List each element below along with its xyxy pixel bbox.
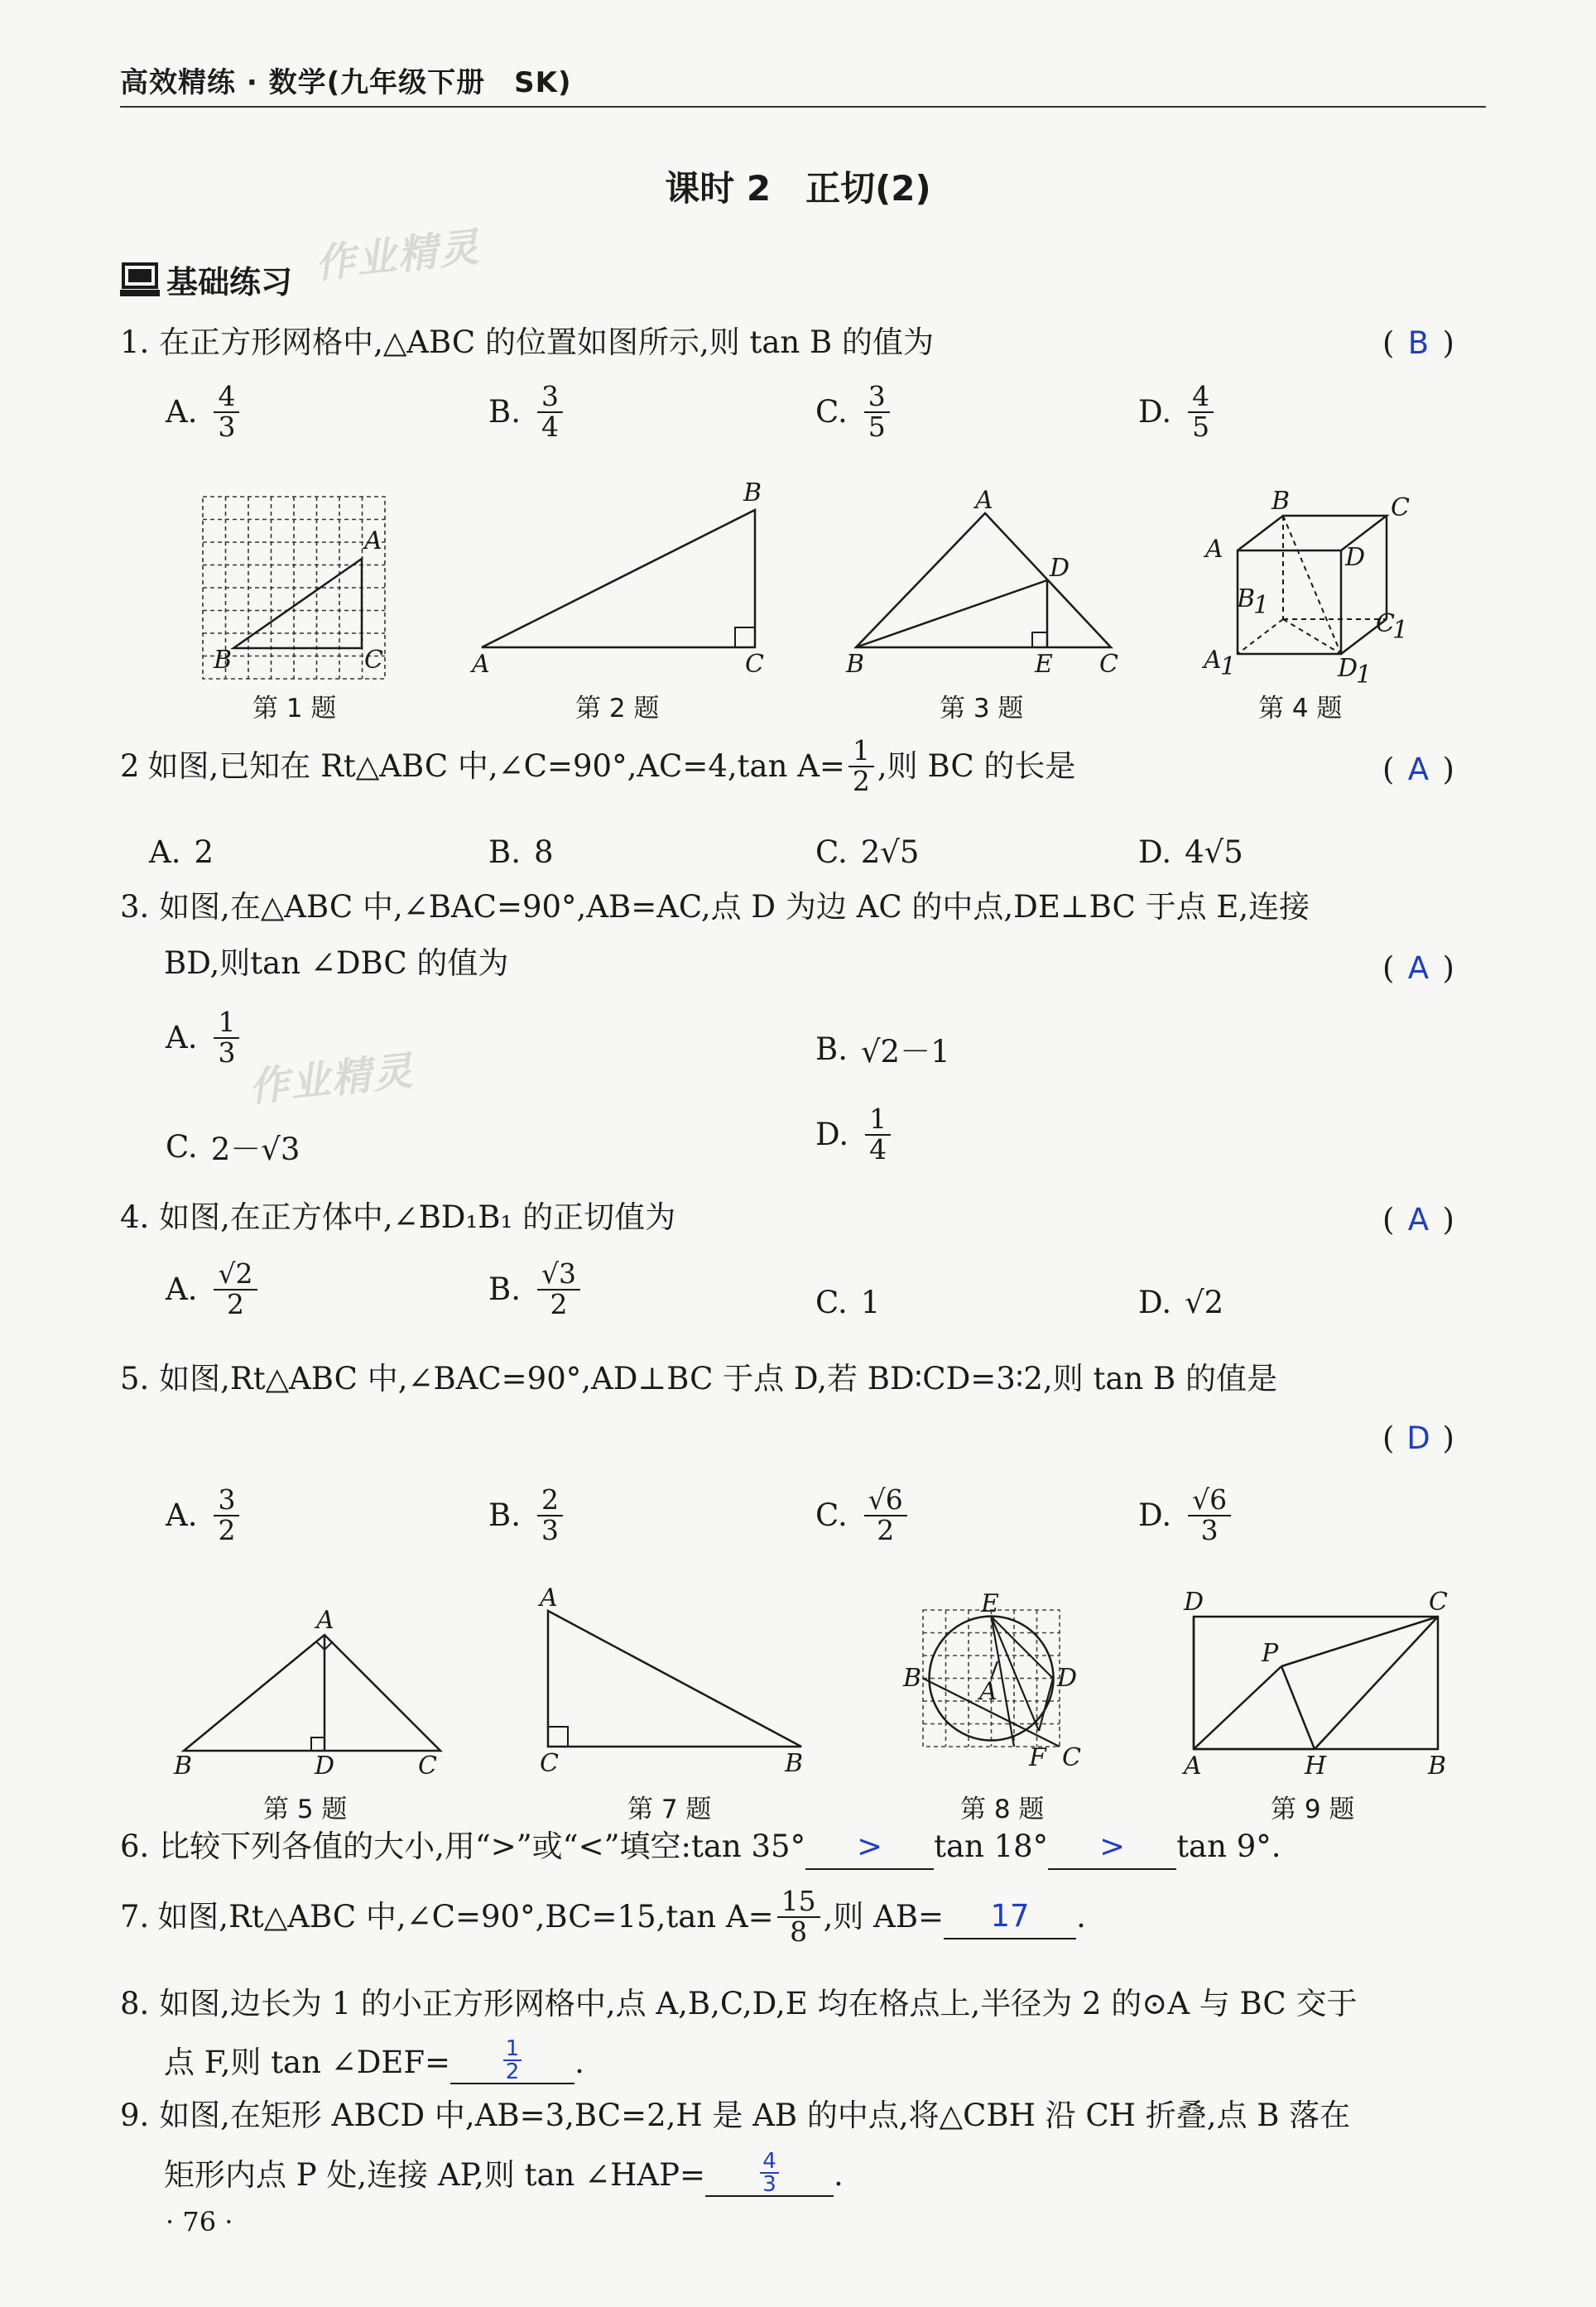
option-a: A. $\frac{4}{3}$ [166, 382, 243, 441]
answer-1: ( B ) [1382, 325, 1454, 361]
question-number: 5. [120, 1361, 150, 1396]
question-number: 7. [120, 1898, 150, 1935]
label-c: C [1429, 1588, 1448, 1617]
fraction: $\frac{3}{5}$ [864, 382, 890, 441]
fraction: $\frac{4}{3}$ [214, 382, 239, 441]
computer-icon [120, 262, 161, 298]
page-number: · 76 · [166, 2206, 233, 2237]
answer-value: A [1407, 950, 1430, 986]
option-c: C. $\frac{√6}{2}$ [815, 1486, 911, 1545]
question-text: 在正方形网格中,△ABC 的位置如图所示,则 tan B 的值为 [159, 324, 934, 360]
question-number: 1. [120, 324, 150, 360]
figure-5-caption: 第 5 题 [263, 1795, 348, 1824]
question-number: 9. [120, 2098, 150, 2133]
label-a: A [1205, 535, 1223, 564]
option-c: C. 2－√3 [166, 1128, 300, 1167]
figure-3-caption: 第 3 题 [940, 694, 1024, 723]
question-text: 如图,已知在 Rt△ABC 中,∠C=90°,AC=4,tan A= [147, 747, 845, 784]
option-c: C. $\frac{3}{5}$ [815, 382, 893, 441]
label-b: B [903, 1664, 922, 1693]
label-p: P [1262, 1639, 1279, 1668]
figure-8-caption: 第 8 题 [960, 1795, 1045, 1824]
label-c: C [540, 1749, 559, 1777]
option-a: A. $\frac{1}{3}$ [166, 1008, 243, 1067]
question-text: ,则 BC 的长是 [877, 747, 1076, 784]
label-c: C [364, 646, 383, 675]
question-number: 8. [120, 1986, 150, 2021]
question-8 [120, 1983, 1358, 2026]
fraction: $\frac{√6}{2}$ [864, 1486, 907, 1545]
question-3-line-2: BD,则tan ∠DBC 的值为 [164, 945, 509, 981]
question-number: 2 [120, 747, 140, 784]
answer-2: ( A ) [1382, 752, 1454, 787]
question-number: 3. [120, 889, 150, 925]
question-8-line-2: 点 F,则 tan ∠DEF= $\frac{1}{2}$ . [164, 2036, 584, 2084]
option-d: D. $\frac{√6}{3}$ [1138, 1486, 1234, 1545]
option-d: D. √2 [1138, 1285, 1224, 1320]
figure-7-caption: 第 7 题 [627, 1795, 712, 1824]
label-b: B [214, 646, 233, 675]
question-text: 矩形内点 P 处,连接 AP,则 tan ∠HAP= [164, 2157, 705, 2194]
watermark: 作业精灵 [247, 1047, 416, 1112]
svg-text:1: 1 [1392, 616, 1409, 645]
label-f: F [1029, 1743, 1046, 1772]
label-a: A [472, 650, 490, 679]
answer-4: ( A ) [1382, 1202, 1454, 1238]
question-text: 如图,在正方体中,∠BD₁B₁ 的正切值为 [159, 1199, 676, 1235]
answer-value: D [1406, 1420, 1430, 1456]
figure-1 [190, 484, 397, 687]
answer-value: B [1407, 325, 1430, 361]
question-6 [120, 1825, 1281, 1870]
label-d: D [1057, 1664, 1078, 1693]
question-7: 7. 如图,Rt△ABC 中,∠C=90°,BC=15,tan A= $\frac{15}{8}$ ,则 AB= 17 . [120, 1885, 1086, 1948]
answer-5: ( D ) [1382, 1420, 1454, 1456]
label-c1: C [1376, 609, 1395, 638]
figure-7 [530, 1583, 820, 1777]
option-b: B. $\frac{3}{4}$ [488, 382, 566, 441]
option-b: B. 8 [488, 834, 554, 870]
option-b: B. $\frac{√3}{2}$ [488, 1260, 584, 1319]
figure-8 [898, 1593, 1089, 1784]
question-9-line-2: 矩形内点 P 处,连接 AP,则 tan ∠HAP= $\frac{4}{3}$ . [164, 2149, 844, 2197]
label-d: D [1050, 554, 1070, 583]
question-text: 如图,Rt△ABC 中,∠BAC=90°,AD⊥BC 于点 D,若 BD∶CD=3∶2,则 tan B 的值是 [159, 1361, 1277, 1396]
fraction: $\frac{3}{4}$ [537, 382, 563, 441]
section-heading [120, 257, 292, 302]
fraction: $\frac{15}{8}$ [777, 1887, 820, 1946]
label-a: A [364, 526, 382, 555]
label-h: H [1305, 1752, 1327, 1781]
option-b: B. √2－1 [815, 1031, 950, 1069]
question-1 [120, 321, 934, 364]
label-d: D [1345, 543, 1366, 572]
label-c: C [745, 650, 764, 679]
svg-text:1: 1 [1220, 652, 1237, 681]
option-b: B. $\frac{2}{3}$ [488, 1486, 566, 1545]
answer-blank: $\frac{4}{3}$ [705, 2151, 834, 2197]
question-number: 6. [120, 1829, 150, 1864]
label-e: E [981, 1593, 999, 1618]
option-a: A. $\frac{√2}{2}$ [166, 1260, 261, 1319]
label-b1: B [1237, 584, 1256, 613]
figure-1-caption: 第 1 题 [252, 694, 337, 723]
answer-blank: 17 [944, 1895, 1076, 1939]
label-a: A [1184, 1752, 1202, 1781]
fraction: $\frac{1}{2}$ [848, 737, 874, 795]
label-d: D [1184, 1588, 1204, 1617]
svg-text:1: 1 [1356, 661, 1372, 687]
answer-value: A [1407, 1202, 1430, 1238]
label-c: C [1391, 493, 1410, 522]
figure-2-caption: 第 2 题 [575, 694, 660, 723]
fraction: $\frac{3}{2}$ [214, 1486, 239, 1545]
fraction: $\frac{2}{3}$ [537, 1486, 563, 1545]
option-d: D. 4√5 [1138, 834, 1243, 870]
watermark: 作业精灵 [313, 223, 483, 288]
label-c: C [1062, 1743, 1081, 1772]
label-a1: A [1204, 646, 1222, 675]
question-text: 如图,Rt△ABC 中,∠C=90°,BC=15,tan A= [157, 1898, 774, 1935]
label-b: B [1428, 1752, 1447, 1781]
question-3 [120, 886, 1310, 929]
question-5 [120, 1358, 1277, 1401]
label-b: B [1272, 487, 1291, 516]
fraction: $\frac{1}{3}$ [214, 1008, 239, 1067]
lesson-title: 课时 2 正切(2) [665, 168, 931, 209]
question-number: 4. [120, 1199, 150, 1235]
label-c: C [418, 1752, 437, 1780]
label-d: D [315, 1752, 335, 1780]
question-text: 比较下列各值的大小,用“>”或“<”填空:tan 35° [159, 1829, 806, 1864]
fraction: $\frac{1}{4}$ [865, 1105, 891, 1164]
label-b: B [846, 650, 865, 679]
label-b: B [743, 480, 762, 507]
label-c: C [1099, 650, 1118, 679]
label-a: A [979, 1677, 997, 1706]
answer-3: ( A ) [1382, 950, 1454, 986]
option-d: D. $\frac{4}{5}$ [1138, 382, 1217, 441]
figure-9 [1175, 1585, 1449, 1784]
fraction: $\frac{√2}{2}$ [214, 1260, 257, 1319]
question-4 [120, 1196, 675, 1239]
label-b: B [785, 1749, 804, 1777]
fraction: $\frac{√3}{2}$ [537, 1260, 580, 1319]
label-d1: D [1338, 654, 1358, 683]
figure-5 [166, 1602, 455, 1780]
question-text: ,则 AB= [823, 1898, 945, 1935]
question-text: tan 9°. [1176, 1829, 1281, 1864]
question-text: tan 18° [934, 1829, 1049, 1864]
option-a: A. $\frac{3}{2}$ [166, 1486, 243, 1545]
option-d: D. $\frac{1}{4}$ [815, 1105, 894, 1164]
fraction: $\frac{4}{5}$ [1188, 382, 1214, 441]
fraction: $\frac{√6}{3}$ [1188, 1486, 1231, 1545]
label-b: B [174, 1752, 193, 1780]
answer-blank: $\frac{1}{2}$ [450, 2038, 574, 2084]
answer-blank: > [1048, 1825, 1176, 1870]
label-a: A [316, 1606, 334, 1635]
figure-2 [464, 480, 778, 683]
answer-value: A [1407, 752, 1430, 787]
header-rule [120, 106, 1486, 108]
figure-4-caption: 第 4 题 [1258, 694, 1343, 723]
figure-9-caption: 第 9 题 [1271, 1795, 1355, 1824]
label-a: A [975, 488, 993, 515]
question-text: 如图,在矩形 ABCD 中,AB=3,BC=2,H 是 AB 的中点,将△CBH 沿 CH 折叠,点 B 落在 [159, 2098, 1351, 2133]
answer-blank: > [805, 1825, 934, 1870]
question-text: 如图,边长为 1 的小正方形网格中,点 A,B,C,D,E 均在格点上,半径为 2 的⊙A 与 BC 交于 [159, 1986, 1358, 2021]
question-text: 如图,在△ABC 中,∠BAC=90°,AB=AC,点 D 为边 AC 的中点,DE⊥BC 于点 E,连接 [159, 889, 1310, 925]
label-a: A [540, 1584, 558, 1612]
option-c: C. 2√5 [815, 834, 920, 870]
label-e: E [1035, 650, 1053, 679]
question-2 [120, 734, 1076, 797]
figure-4 [1192, 484, 1424, 687]
svg-text:1: 1 [1253, 591, 1270, 620]
figure-3 [836, 488, 1126, 683]
option-c: C. 1 [815, 1285, 881, 1320]
book-header: 高效精练 · 数学(九年级下册 SK) [120, 66, 572, 99]
question-text: 点 F,则 tan ∠DEF= [164, 2045, 451, 2081]
option-a: A. 2 [149, 834, 214, 870]
section-label: 基础练习 [166, 264, 293, 300]
question-9 [120, 2094, 1350, 2137]
